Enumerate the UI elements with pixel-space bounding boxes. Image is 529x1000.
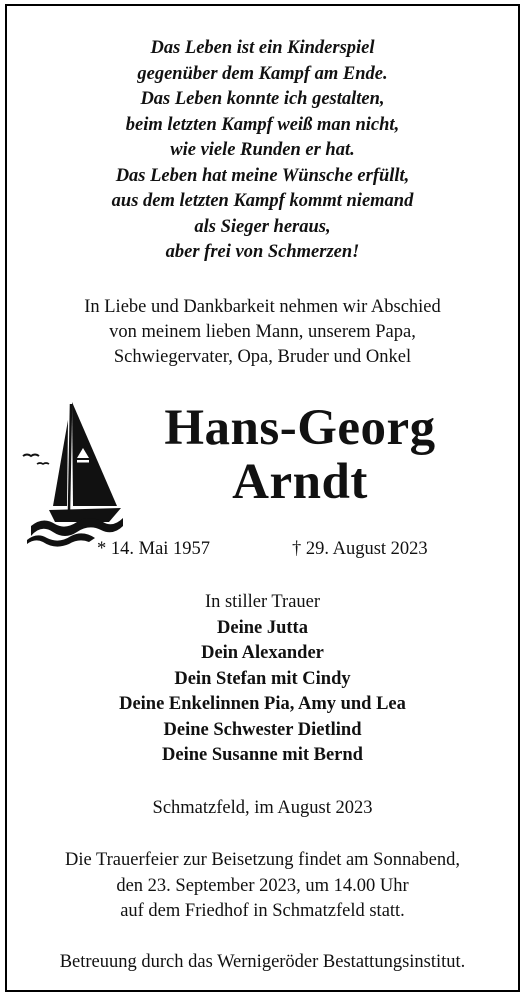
birth-date: * 14. Mai 1957 xyxy=(97,539,211,559)
mourner-name: Dein Alexander xyxy=(201,643,324,663)
poem-line: als Sieger heraus, xyxy=(194,216,331,237)
funeral-line: auf dem Friedhof in Schmatzfeld statt. xyxy=(120,901,405,921)
poem-line: Das Leben hat meine Wünsche erfüllt, xyxy=(115,165,410,186)
death-date: † 29. August 2023 xyxy=(292,539,428,559)
last-name: Arndt xyxy=(232,454,368,510)
farewell-line: In Liebe und Dankbarkeit nehmen wir Abschied xyxy=(84,297,441,317)
deceased-name xyxy=(82,401,518,509)
poem-line: beim letzten Kampf weiß man nicht, xyxy=(125,114,400,135)
farewell-text xyxy=(7,295,518,370)
poem xyxy=(7,36,518,266)
mourner-name: Deine Jutta xyxy=(217,617,308,638)
poem-line: Das Leben konnte ich gestalten, xyxy=(140,89,385,109)
farewell-line: von meinem lieben Mann, unserem Papa, xyxy=(109,322,416,342)
poem-line: gegenüber dem Kampf am Ende. xyxy=(137,63,388,84)
mourner-name: Dein Stefan mit Cindy xyxy=(174,668,351,689)
mourner-name: Deine Enkelinnen Pia, Amy und Lea xyxy=(119,694,406,714)
mourners-block xyxy=(7,590,518,769)
mourner-name: Deine Schwester Dietlind xyxy=(163,719,362,740)
funeral-service-note: Betreuung durch das Wernigeröder Bestattungsinstitut. xyxy=(59,952,466,972)
mourning-intro: In stiller Trauer xyxy=(204,592,321,612)
mourner-name: Deine Susanne mit Bernd xyxy=(162,745,363,765)
poem-line: Das Leben ist ein Kinderspiel xyxy=(150,38,375,58)
funeral-info xyxy=(7,848,518,925)
poem-line: aber frei von Schmerzen! xyxy=(165,242,360,262)
first-name: Hans-Georg xyxy=(164,400,436,456)
farewell-line: Schwiegervater, Opa, Bruder und Onkel xyxy=(113,347,412,367)
poem-line: aus dem letzten Kampf kommt niemand xyxy=(111,191,414,211)
obituary-frame xyxy=(5,4,520,992)
funeral-line: Die Trauerfeier zur Beisetzung findet am Sonnabend, xyxy=(64,850,461,870)
poem-line: wie viele Runden er hat. xyxy=(170,140,355,160)
place-date: Schmatzfeld, im August 2023 xyxy=(152,798,373,818)
funeral-line: den 23. September 2023, um 14.00 Uhr xyxy=(116,875,409,896)
